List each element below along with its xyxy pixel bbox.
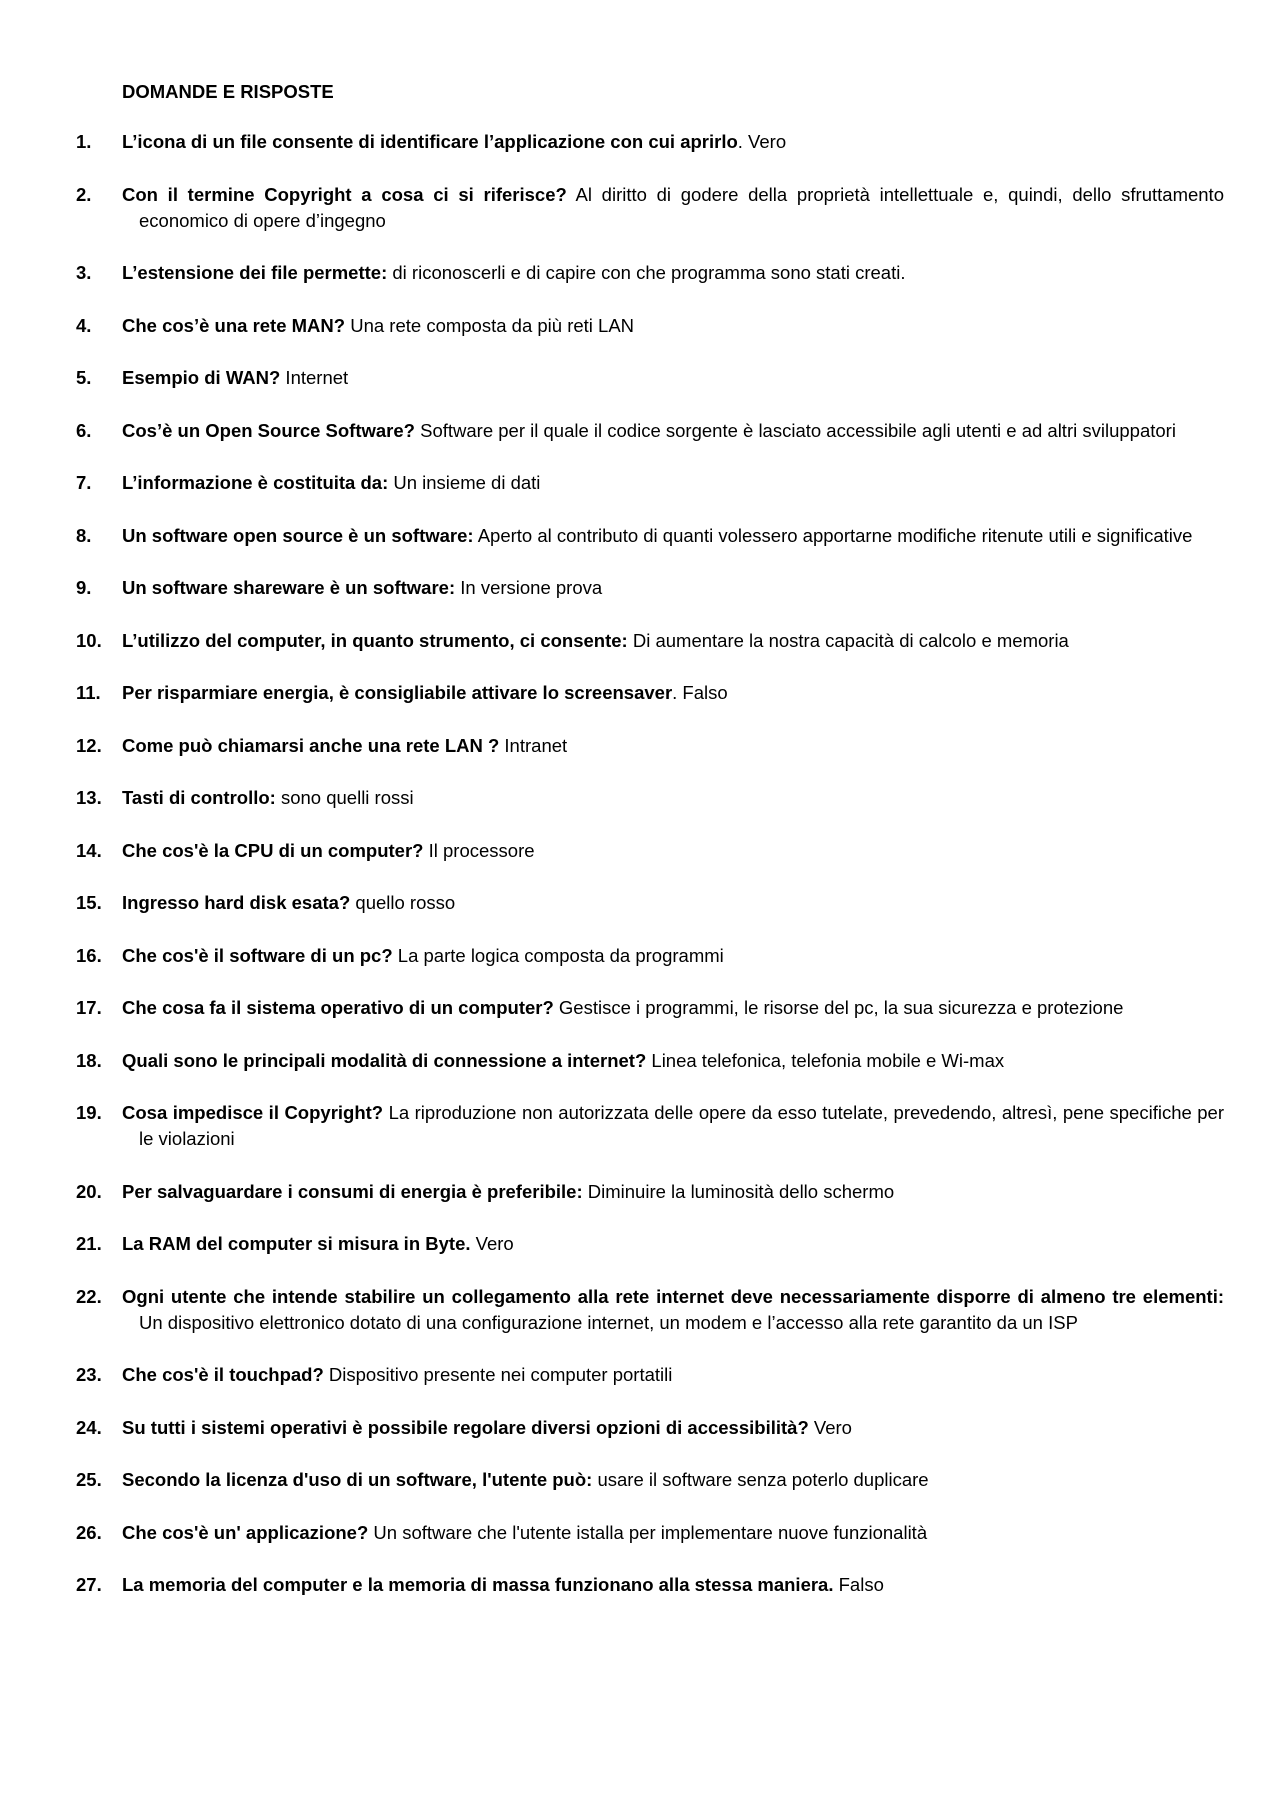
answer-text: La riproduzione non autorizzata delle opere da esso tutelate, prevedendo, altresì, pene specifiche per le violazioni <box>139 1102 1225 1149</box>
item-number: 17. <box>76 997 102 1018</box>
item-text <box>122 1572 1224 1598</box>
question-text: Ingresso hard disk esata? <box>122 892 351 913</box>
answer-text: Un insieme di dati <box>388 472 541 493</box>
list-item <box>0 838 1280 864</box>
answer-text: Vero <box>470 1233 514 1254</box>
item-number: 8. <box>76 524 92 546</box>
item-text <box>122 1048 1224 1074</box>
item-number: 1. <box>76 131 92 152</box>
item-text <box>122 680 1224 706</box>
answer-text: . Vero <box>737 131 787 152</box>
question-text: Secondo la licenza d'uso di un software, l'utente può: <box>122 1469 593 1490</box>
list-item <box>0 1572 1280 1598</box>
item-text <box>122 1467 1224 1493</box>
item-text <box>122 575 1224 601</box>
answer-text: Una rete composta da più reti LAN <box>345 314 635 336</box>
item-text <box>122 733 1224 759</box>
item-number: 21. <box>76 1233 102 1254</box>
question-text: Esempio di WAN? <box>122 367 281 388</box>
answer-text: Intranet <box>499 734 568 756</box>
list-item <box>0 470 1280 496</box>
item-text <box>122 1231 1224 1257</box>
answer-text: La parte logica composta da programmi <box>392 944 724 966</box>
answer-text: Dispositivo presente nei computer portatili <box>323 1364 673 1385</box>
list-item <box>0 1048 1280 1074</box>
item-text <box>122 628 1224 654</box>
answer-text: Software per il quale il codice sorgente è lasciato accessibile agli utenti e ad altri sviluppatori <box>414 419 1176 441</box>
question-text: Che cos'è la CPU di un computer? <box>122 839 424 861</box>
question-text: La memoria del computer e la memoria di massa funzionano alla stessa maniera. <box>122 1574 834 1595</box>
question-text: Su tutti i sistemi operativi è possibile regolare diversi opzioni di accessibilità? <box>122 1416 809 1438</box>
answer-text: Un dispositivo elettronico dotato di una configurazione internet, un modem e l’accesso alla rete garantito da un ISP <box>139 1311 1078 1333</box>
question-text: Cosa impedisce il Copyright? <box>122 1102 384 1123</box>
list-item <box>0 1467 1280 1493</box>
item-number: 2. <box>76 183 92 205</box>
list-item <box>0 1415 1280 1441</box>
item-text <box>122 1520 1224 1546</box>
list-item <box>0 1284 1280 1336</box>
item-number: 22. <box>76 1285 102 1307</box>
list-item <box>0 182 1280 234</box>
question-text: Per salvaguardare i consumi di energia è preferibile: <box>122 1180 583 1202</box>
list-item <box>0 1179 1280 1205</box>
list-item <box>0 523 1280 549</box>
list-item <box>0 1231 1280 1257</box>
question-text: Che cosa fa il sistema operativo di un computer? <box>122 997 554 1018</box>
question-text: Un software shareware è un software: <box>122 577 456 598</box>
item-number: 5. <box>76 367 92 388</box>
item-number: 12. <box>76 734 102 756</box>
answer-text: Vero <box>808 1416 852 1438</box>
item-number: 9. <box>76 577 92 598</box>
question-text: L’utilizzo del computer, in quanto strumento, ci consente: <box>122 629 628 651</box>
item-text <box>122 1100 1224 1152</box>
answer-text: quello rosso <box>350 892 456 913</box>
item-text <box>122 1362 1224 1388</box>
answer-text: In versione prova <box>455 577 603 598</box>
question-text: Come può chiamarsi anche una rete LAN ? <box>122 734 500 756</box>
item-text <box>122 129 1224 155</box>
answer-text: Il processore <box>423 839 535 861</box>
list-item <box>0 733 1280 759</box>
question-text: Che cos’è una rete MAN? <box>122 314 346 336</box>
answer-text: Aperto al contributo di quanti volessero apportarne modifiche ritenute utili e significative <box>473 524 1193 546</box>
answer-text: Di aumentare la nostra capacità di calcolo e memoria <box>627 629 1069 651</box>
item-number: 15. <box>76 892 102 913</box>
qa-list <box>0 129 1280 1625</box>
item-text <box>122 1284 1224 1336</box>
question-text: Per risparmiare energia, è consigliabile attivare lo screensaver <box>122 682 673 703</box>
item-number: 4. <box>76 314 92 336</box>
item-number: 23. <box>76 1364 102 1385</box>
item-number: 26. <box>76 1521 102 1543</box>
item-text <box>122 418 1224 444</box>
list-item <box>0 575 1280 601</box>
item-number: 14. <box>76 839 102 861</box>
answer-text: sono quelli rossi <box>275 787 414 808</box>
item-number: 25. <box>76 1469 102 1490</box>
answer-text: Linea telefonica, telefonia mobile e Wi-max <box>646 1049 1005 1071</box>
item-text <box>122 995 1224 1021</box>
question-text: La RAM del computer si misura in Byte. <box>122 1233 471 1254</box>
answer-text: Gestisce i programmi, le risorse del pc, la sua sicurezza e protezione <box>553 997 1124 1018</box>
answer-text: Diminuire la luminosità dello schermo <box>582 1180 895 1202</box>
question-text: Quali sono le principali modalità di connessione a internet? <box>122 1049 647 1071</box>
list-item <box>0 129 1280 155</box>
list-item <box>0 628 1280 654</box>
question-text: L’estensione dei file permette: <box>122 262 388 283</box>
item-number: 11. <box>76 682 101 703</box>
answer-text: usare il software senza poterlo duplicare <box>592 1469 929 1490</box>
item-number: 7. <box>76 472 92 493</box>
item-text <box>122 365 1224 391</box>
question-text: Che cos'è un' applicazione? <box>122 1521 369 1543</box>
answer-text: . Falso <box>672 682 728 703</box>
question-text: Che cos'è il touchpad? <box>122 1364 324 1385</box>
page-title: DOMANDE E RISPOSTE <box>122 81 334 102</box>
item-number: 24. <box>76 1416 102 1438</box>
list-item <box>0 418 1280 444</box>
question-text: Con il termine Copyright a cosa ci si riferisce? <box>122 183 567 205</box>
question-text: Un software open source è un software: <box>122 524 474 546</box>
question-text: Tasti di controllo: <box>122 787 276 808</box>
question-text: Cos’è un Open Source Software? <box>122 419 415 441</box>
list-item <box>0 365 1280 391</box>
item-number: 16. <box>76 944 102 966</box>
item-number: 3. <box>76 262 92 283</box>
list-item <box>0 260 1280 286</box>
item-number: 18. <box>76 1049 102 1071</box>
question-text: Ogni utente che intende stabilire un collegamento alla rete internet deve necessariamente disporre di almeno tre elementi: <box>122 1285 1224 1307</box>
list-item <box>0 1362 1280 1388</box>
list-item <box>0 995 1280 1021</box>
item-text <box>122 1415 1224 1441</box>
list-item <box>0 890 1280 916</box>
answer-text: Falso <box>833 1574 884 1595</box>
item-text <box>122 182 1224 234</box>
item-text <box>122 470 1224 496</box>
question-text: L’informazione è costituita da: <box>122 472 389 493</box>
item-text <box>122 838 1224 864</box>
question-text: Che cos'è il software di un pc? <box>122 944 393 966</box>
question-text: L’icona di un file consente di identificare l’applicazione con cui aprirlo <box>122 131 738 152</box>
answer-text: di riconoscerli e di capire con che programma sono stati creati. <box>387 262 906 283</box>
item-text <box>122 260 1224 286</box>
item-text <box>122 785 1224 811</box>
item-text <box>122 1179 1224 1205</box>
list-item <box>0 680 1280 706</box>
list-item <box>0 1100 1280 1152</box>
list-item <box>0 943 1280 969</box>
item-number: 13. <box>76 787 102 808</box>
answer-text: Un software che l'utente istalla per implementare nuove funzionalità <box>368 1521 928 1543</box>
item-text <box>122 523 1224 549</box>
item-number: 6. <box>76 419 92 441</box>
item-text <box>122 890 1224 916</box>
item-number: 10. <box>76 629 102 651</box>
item-number: 19. <box>76 1102 102 1123</box>
list-item <box>0 1520 1280 1546</box>
list-item <box>0 313 1280 339</box>
item-number: 27. <box>76 1574 102 1595</box>
answer-text: Internet <box>280 367 349 388</box>
answer-text: Al diritto di godere della proprietà intellettuale e, quindi, dello sfruttamento economico di opere d’ingegno <box>139 183 1224 231</box>
item-text <box>122 313 1224 339</box>
item-number: 20. <box>76 1180 102 1202</box>
item-text <box>122 943 1224 969</box>
list-item <box>0 785 1280 811</box>
